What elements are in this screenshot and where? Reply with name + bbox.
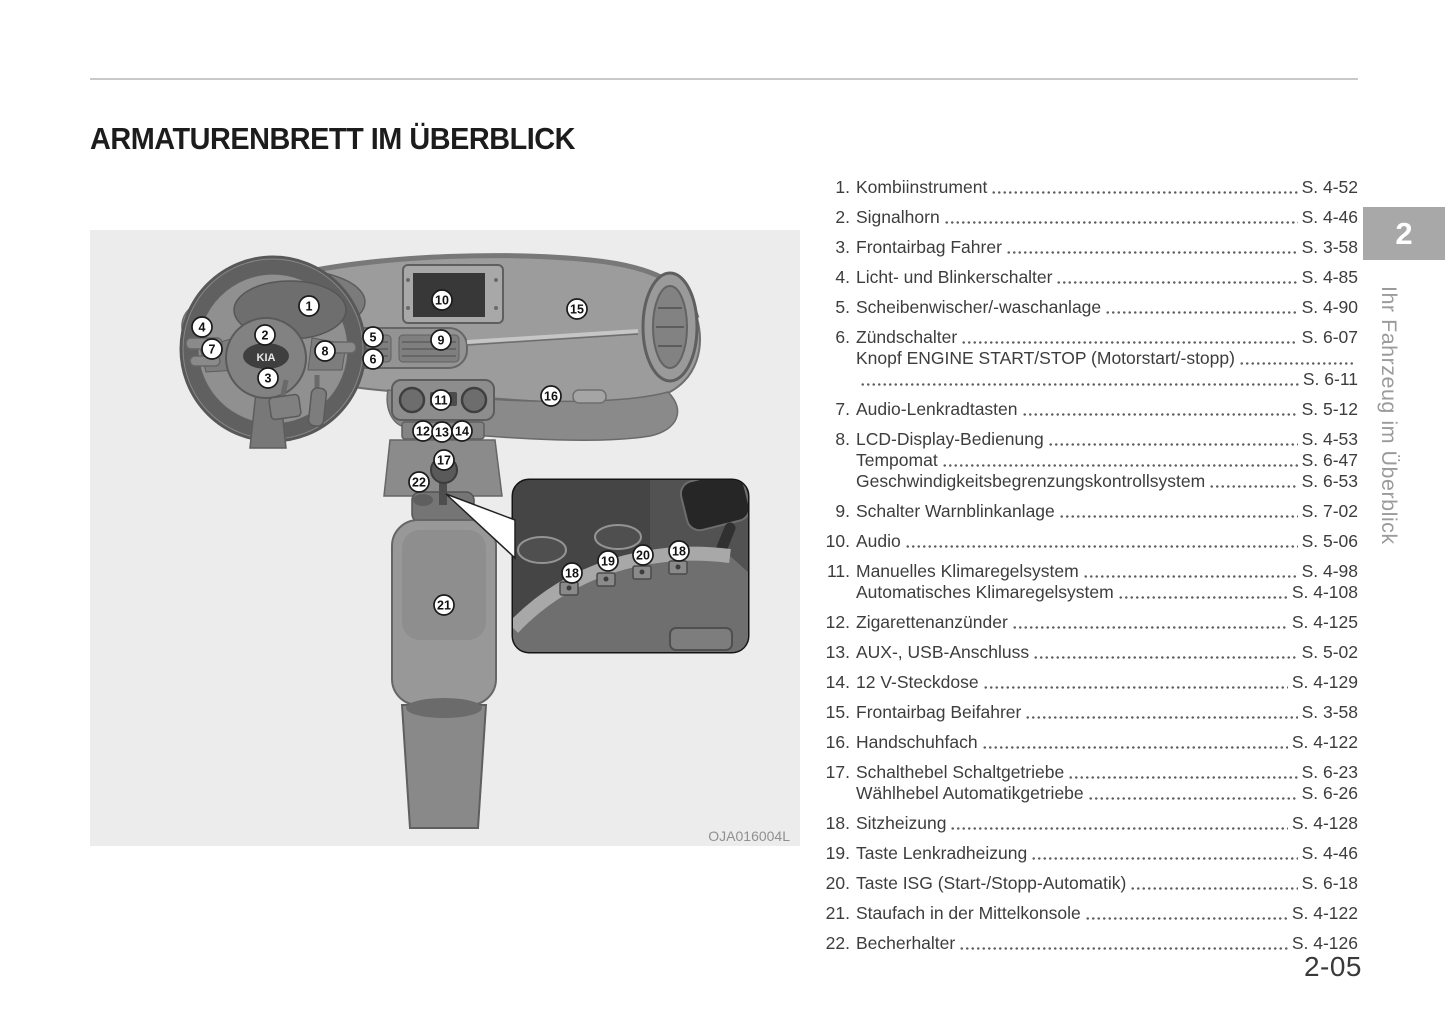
index-number: 4.: [835, 267, 850, 287]
index-item: [814, 612, 1358, 633]
callout-16: [541, 386, 561, 406]
index-page-ref[interactable]: S. 4-126: [1291, 933, 1358, 953]
dot-leader: [905, 531, 1298, 552]
dot-leader: [950, 813, 1287, 834]
svg-text:6: 6: [369, 352, 377, 367]
index-label: AUX-, USB-Anschluss: [856, 642, 1030, 662]
dot-leader: [1033, 642, 1297, 663]
index-item: [814, 429, 1358, 492]
index-number: 11.: [826, 561, 850, 581]
index-line: [814, 762, 1358, 783]
index-label: Scheibenwischer/-waschanlage: [856, 297, 1102, 317]
kia-logo-text: KIA: [256, 352, 276, 364]
index-label: Audio: [856, 531, 901, 551]
callout-9: [431, 330, 451, 350]
svg-text:16: 16: [544, 389, 558, 404]
callout-18: [562, 563, 582, 583]
page-number: 2-05: [1303, 951, 1362, 982]
svg-text:18: 18: [565, 566, 579, 581]
index-item: [814, 237, 1358, 258]
index-number: 17.: [825, 762, 850, 782]
index-label: Frontairbag Fahrer: [856, 237, 1002, 257]
index-number: 21.: [825, 903, 850, 923]
svg-text:14: 14: [455, 424, 469, 439]
index-item: [814, 501, 1358, 522]
index-label: Schalter Warnblinkanlage: [856, 501, 1055, 521]
index-item: [814, 177, 1358, 198]
callout-10: [432, 290, 452, 310]
index-page-ref[interactable]: S. 4-46: [1301, 843, 1358, 863]
index-page-ref[interactable]: S. 4-125: [1291, 612, 1358, 632]
climate-knob-right: [462, 388, 486, 412]
callout-12: [413, 421, 433, 441]
dot-leader: [1059, 501, 1298, 522]
index-number: 3.: [835, 237, 850, 257]
index-label: Sitzheizung: [856, 813, 947, 833]
index-line: [814, 561, 1358, 582]
svg-text:12: 12: [416, 424, 430, 439]
glovebox-handle: [573, 390, 606, 403]
index-number: 22.: [825, 933, 850, 953]
dot-leader: [1068, 762, 1297, 783]
svg-text:10: 10: [435, 293, 449, 308]
index-page-ref[interactable]: S. 4-53: [1301, 429, 1358, 449]
index-page-ref[interactable]: S. 4-98: [1301, 561, 1358, 581]
index-line: [814, 843, 1358, 864]
svg-text:21: 21: [437, 598, 451, 613]
callout-18: [669, 541, 689, 561]
index-label: Handschuhfach: [856, 732, 978, 752]
dot-leader: [860, 369, 1299, 390]
dot-leader: [1048, 429, 1298, 450]
index-item: [814, 873, 1358, 894]
callout-14: [452, 421, 472, 441]
index-number: 19.: [825, 843, 850, 863]
index-label: Zigarettenanzünder: [856, 612, 1008, 632]
index-line: [814, 933, 1358, 954]
svg-text:22: 22: [412, 475, 426, 490]
index-item: [814, 399, 1358, 420]
index-label: Audio-Lenkradtasten: [856, 399, 1018, 419]
dot-leader: [944, 207, 1298, 228]
index-number: 14.: [825, 672, 850, 692]
index-line: [814, 813, 1358, 834]
index-label: Knopf ENGINE START/STOP (Motorstart/-stopp): [856, 348, 1235, 368]
header-rule: [90, 78, 1358, 80]
index-label: Kombiinstrument: [856, 177, 988, 197]
index-page-ref[interactable]: S. 6-23: [1301, 762, 1358, 782]
index-page-ref[interactable]: S. 4-122: [1291, 732, 1358, 752]
index-line: [814, 531, 1358, 552]
callout-17: [434, 450, 454, 470]
svg-text:8: 8: [321, 344, 329, 359]
svg-text:13: 13: [435, 425, 449, 440]
svg-text:7: 7: [208, 342, 216, 357]
index-item: [814, 933, 1358, 954]
dot-leader: [991, 177, 1297, 198]
index-label: Wählhebel Automatikgetriebe: [856, 783, 1084, 803]
callout-22: [409, 472, 429, 492]
index-number: 18.: [825, 813, 850, 833]
svg-text:5: 5: [369, 330, 377, 345]
index-line: [814, 369, 1358, 390]
dot-leader: [1105, 297, 1297, 318]
index-number: 9.: [835, 501, 850, 521]
index-label: 12 V-Steckdose: [856, 672, 979, 692]
index-line: [814, 399, 1358, 420]
dot-leader: [1031, 843, 1297, 864]
index-line: [814, 783, 1358, 804]
dot-leader: [1025, 702, 1297, 723]
index-line: [814, 450, 1358, 471]
dot-leader: [1083, 561, 1298, 582]
dot-leader: [942, 450, 1298, 471]
dot-leader: [1118, 582, 1288, 603]
index-number: 12.: [825, 612, 850, 632]
svg-text:9: 9: [437, 333, 445, 348]
index-item: [814, 561, 1358, 603]
index-number: 13.: [825, 642, 850, 662]
index-page-ref[interactable]: S. 3-58: [1301, 702, 1358, 722]
callout-2: [255, 325, 275, 345]
index-label: Schalthebel Schaltgetriebe: [856, 762, 1065, 782]
index-page-ref[interactable]: S. 5-06: [1301, 531, 1358, 551]
svg-text:19: 19: [601, 554, 615, 569]
index-line: [814, 582, 1358, 603]
index-label: Licht- und Blinkerschalter: [856, 267, 1053, 287]
dot-leader: [983, 672, 1288, 693]
index-item: [814, 702, 1358, 723]
svg-text:11: 11: [434, 393, 448, 408]
index-line: [814, 267, 1358, 288]
dot-leader: [961, 327, 1297, 348]
index-number: 16.: [825, 732, 850, 752]
index-page-ref[interactable]: S. 5-12: [1301, 399, 1358, 419]
callout-6: [363, 349, 383, 369]
index-item: [814, 762, 1358, 804]
index-item: [814, 267, 1358, 288]
index-label: Becherhalter: [856, 933, 956, 953]
index-item: [814, 732, 1358, 753]
index-item: [814, 813, 1358, 834]
index-label: LCD-Display-Bedienung: [856, 429, 1044, 449]
index-line: [814, 702, 1358, 723]
page-title: ARMATURENBRETT IM ÜBERBLICK: [90, 120, 575, 156]
callout-19: [598, 551, 618, 571]
svg-text:4: 4: [198, 320, 206, 335]
index-line: [814, 672, 1358, 693]
dashboard-diagram: [90, 230, 800, 846]
dashboard-illustration: [90, 230, 800, 846]
svg-text:3: 3: [264, 371, 272, 386]
index-item: [814, 672, 1358, 693]
index-number: 2.: [835, 207, 850, 227]
index-line: [814, 207, 1358, 228]
dot-leader: [1006, 237, 1298, 258]
index-label: Manuelles Klimaregelsystem: [856, 561, 1079, 581]
side-air-vent: [643, 273, 697, 381]
index-number: 6.: [835, 327, 850, 347]
inset-cupholder-right: [595, 525, 641, 549]
dot-leader: [1130, 873, 1297, 894]
index-item: [814, 531, 1358, 552]
dot-leader: [1056, 267, 1297, 288]
callout-20: [633, 545, 653, 565]
index-label: Signalhorn: [856, 207, 940, 227]
index-line: [814, 903, 1358, 924]
index-label: Taste Lenkradheizung: [856, 843, 1028, 863]
index-page-ref[interactable]: S. 7-02: [1301, 501, 1358, 521]
callout-13: [432, 422, 452, 442]
svg-text:17: 17: [437, 453, 451, 468]
index-number: 8.: [835, 429, 850, 449]
dot-leader: [1239, 348, 1354, 369]
index-page-ref[interactable]: S. 6-18: [1301, 873, 1358, 893]
index-label: Taste ISG (Start-/Stopp-Automatik): [856, 873, 1127, 893]
svg-text:20: 20: [636, 548, 650, 563]
index-label: Geschwindigkeitsbegrenzungskontrollsystem: [856, 471, 1206, 491]
index-list: [814, 177, 1358, 963]
index-line: [814, 612, 1358, 633]
index-page-ref[interactable]: S. 6-47: [1301, 450, 1358, 470]
index-page-ref[interactable]: S. 6-07: [1301, 327, 1358, 347]
callout-4: [192, 317, 212, 337]
index-page-ref[interactable]: S. 5-02: [1301, 642, 1358, 662]
index-page-ref[interactable]: S. 4-122: [1291, 903, 1358, 923]
dot-leader: [1088, 783, 1298, 804]
index-item: [814, 327, 1358, 390]
inset-cupholder-left: [518, 537, 566, 563]
index-line: [814, 297, 1358, 318]
chapter-tab: 2: [1363, 207, 1445, 260]
index-page-ref[interactable]: S. 6-26: [1301, 783, 1358, 803]
index-number: 5.: [835, 297, 850, 317]
index-item: [814, 642, 1358, 663]
dot-leader: [1022, 399, 1298, 420]
inset-shift-gate: [670, 628, 732, 650]
dot-leader: [1209, 471, 1297, 492]
console-inset-view: [513, 469, 752, 652]
index-page-ref[interactable]: S. 4-90: [1301, 297, 1358, 317]
index-number: 10.: [825, 531, 850, 551]
index-label: Tempomat: [856, 450, 938, 470]
index-page-ref[interactable]: S. 4-128: [1291, 813, 1358, 833]
index-number: 7.: [835, 399, 850, 419]
svg-text:2: 2: [261, 328, 269, 343]
index-label: Zündschalter: [856, 327, 958, 347]
index-page-ref[interactable]: S. 4-46: [1301, 207, 1358, 227]
index-line: [814, 429, 1358, 450]
callout-11: [431, 390, 451, 410]
svg-text:1: 1: [305, 299, 313, 314]
index-number: 20.: [825, 873, 850, 893]
svg-text:18: 18: [672, 544, 686, 559]
dot-leader: [982, 732, 1288, 753]
index-item: [814, 843, 1358, 864]
index-label: Staufach in der Mittelkonsole: [856, 903, 1081, 923]
index-page-ref[interactable]: S. 4-108: [1291, 582, 1358, 602]
index-line: [814, 348, 1358, 369]
index-page-ref[interactable]: S. 4-85: [1301, 267, 1358, 287]
callout-15: [567, 299, 587, 319]
dot-leader: [959, 933, 1288, 954]
index-line: [814, 501, 1358, 522]
index-item: [814, 207, 1358, 228]
callout-8: [315, 341, 335, 361]
index-line: [814, 237, 1358, 258]
figure-code: OJA016004L: [708, 828, 790, 844]
audio-display: [403, 265, 503, 323]
dot-leader: [1085, 903, 1288, 924]
index-item: [814, 297, 1358, 318]
center-console: [392, 520, 496, 828]
index-line: [814, 177, 1358, 198]
index-label: Automatisches Klimaregelsystem: [856, 582, 1114, 602]
callout-7: [202, 339, 222, 359]
dot-leader: [1012, 612, 1288, 633]
climate-knob-left: [400, 388, 424, 412]
callout-5: [363, 327, 383, 347]
index-label: Frontairbag Beifahrer: [856, 702, 1022, 722]
index-number: 1.: [835, 177, 850, 197]
callout-21: [434, 595, 454, 615]
svg-text:15: 15: [570, 302, 584, 317]
index-line: [814, 642, 1358, 663]
index-item: [814, 903, 1358, 924]
index-page-ref[interactable]: S. 3-58: [1301, 237, 1358, 257]
callout-3: [258, 368, 278, 388]
index-page-ref[interactable]: S. 6-11: [1302, 369, 1358, 389]
index-line: [814, 873, 1358, 894]
callout-1: [299, 296, 319, 316]
chapter-side-label: Ihr Fahrzeug im Überblick: [1377, 286, 1401, 545]
index-number: 15.: [825, 702, 850, 722]
index-line: [814, 732, 1358, 753]
index-line: [814, 327, 1358, 348]
index-page-ref[interactable]: S. 4-52: [1301, 177, 1358, 197]
cup-holder: [413, 494, 433, 506]
index-page-ref[interactable]: S. 6-53: [1301, 471, 1358, 491]
index-page-ref[interactable]: S. 4-129: [1291, 672, 1358, 692]
index-line: [814, 471, 1358, 492]
